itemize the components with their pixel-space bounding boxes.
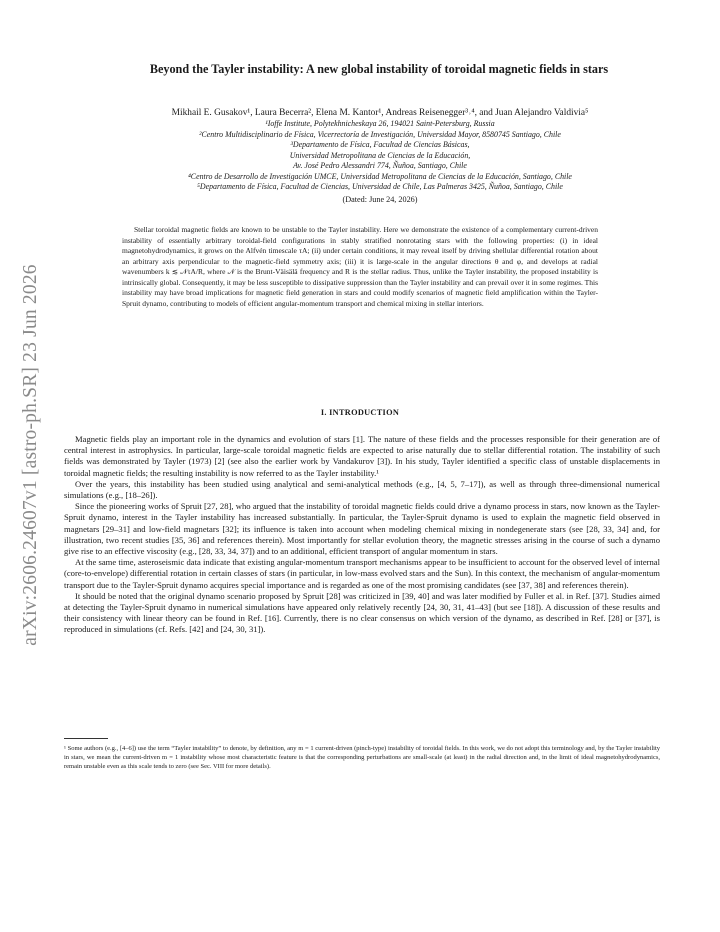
- section-heading: I. INTRODUCTION: [320, 408, 400, 417]
- body-paragraph: Over the years, this instability has been studied using analytical and semi-analytical methods (e.g., [4, 5, 7–17]), as well as through three-dimensional numerical simulations (e.g., [18–26]).: [64, 478, 660, 501]
- body-paragraph: At the same time, asteroseismic data indicate that existing angular-momentum transport mechanisms appear to be insufficient to account for the observed level of internal (core-to-envelope) differential rotation in certain classes of stars (in particular, in low-mass evolved stars and the Sun). In this context, the mechanism of angular-momentum transport due to the Tayler-Spruit dynamo acquires special importance and is regarded as one of the most promising candidates (see [37, 38] and references therein).: [64, 557, 660, 590]
- author-list: Mikhail E. Gusakov¹, Laura Becerra², Elena M. Kantor¹, Andreas Reisenegger³˒⁴, and Juan Alejandro Valdivia⁵: [171, 108, 589, 118]
- footnote-divider: [64, 738, 108, 739]
- affiliation: ⁵Departamento de Física, Facultad de Ciencias, Universidad de Chile, Las Palmeras 3425, Ñuñoa, Santiago, Chile: [197, 182, 563, 191]
- affiliation: ¹Ioffe Institute, Polytekhnicheskaya 26, 194021 Saint-Petersburg, Russia: [265, 119, 495, 128]
- affiliation: ⁴Centro de Desarrollo de Investigación UMCE, Universidad Metropolitana de Ciencias de la Educación, Santiago, Chile: [188, 171, 572, 181]
- body-paragraph: It should be noted that the original dynamo scenario proposed by Spruit [28] was criticized in [39, 40] and was later modified by Fuller et al. in Ref. [37]. Studies aimed at detecting the Tayler-Spruit dynamo in numerical simulations have appeared only relatively recently [24, 30, 31, 41–43] (but see [18]). A discussion of these results and their consistency with linear theory can be found in Ref. [16]. Currently, there is no clear consensus on which version of the dynamo, as described in Ref. [28] or [37], is reproduced in simulations (cf. Refs. [42] and [24, 30, 31]).: [64, 590, 660, 635]
- body-paragraph: Since the pioneering works of Spruit [27, 28], who argued that the instability of toroidal magnetic fields could drive a dynamo process in stars, now known as the Tayler-Spruit dynamo, interest in the Tayler instability has increased substantially. In particular, the Tayler-Spruit dynamo is used to explain the magnetic field observed in magnetars [29–31] and low-field magnetars [32]; its influence is taken into account when modeling chemical mixing in nondegenerate stars (see [28, 33, 34] and, for illustration, two recent studies [35, 36] and references therein). Most importantly for stellar evolution theory, the magnetic stresses arising in the course of such a dynamo give rise to an effective viscosity (e.g., [28, 33, 34, 37]) and to an additional, efficient transport of angular momentum in stars.: [64, 501, 660, 557]
- abstract-text: Stellar toroidal magnetic fields are known to be unstable to the Tayler instability. Here we demonstrate the existence of a complementary current-driven instability of essentially arbitrary toroidal-field configurations in stably stratified nonrotating stars with the following properties: (i) in ideal magnetohydrodynamics, it grows on the Alfvén timescale τA; (ii) under certain conditions, it may reveal itself by driving shellular differential rotation about an arbitrary axis perpendicular to the magnetic-field symmetry axis; (iii) it is large-scale in the angular directions θ and φ, and develops at radial wavenumbers k ≲ 𝒩τA/R, where 𝒩 is the Brunt-Väisälä frequency and R is the stellar radius. Thus, unlike the Tayler instability, the proposed instability is intrinsically global. Consequently, it may be less susceptible to dissipative suppression than the Tayler instability and can prevail over it in some regimes. This instability may have broad implications for magnetic field generation in stars and could modify scenarios of magnetic field amplification within the Tayler-Spruit dynamo, contributing to models of efficient angular-momentum transport and chemical mixing in stellar interiors.: [122, 225, 598, 308]
- paper-title: Beyond the Tayler instability: A new global instability of toroidal magnetic fields in stars: [149, 62, 609, 76]
- dated-line: (Dated: June 24, 2026): [342, 194, 418, 204]
- arxiv-identifier-text: arXiv:2606.24607v1 [astro-ph.SR] 23 Jun 2026: [20, 264, 41, 646]
- affiliation: Universidad Metropolitana de Ciencias de la Educación,: [289, 150, 471, 160]
- affiliation: ³Departamento de Física, Facultad de Ciencias Básicas,: [290, 140, 470, 149]
- footnote: ¹ Some authors (e.g., [4–6]) use the term “Tayler instability” to denote, by definition, any m = 1 current-driven (pinch-type) instability of toroidal fields. In this work, we do not adopt this terminology and, by the Tayler instability in stars, we mean the current-driven m = 1 instability whose most characteristic feature is that the corresponding perturbations are small-scale (at least) in the radial direction and, in the limit of ideal magnetohydrodynamics, remain unstable even as this scale tends to zero (see Sec. VIII for more details).: [64, 745, 660, 770]
- abstract: [122, 225, 598, 309]
- introduction-body: [64, 434, 660, 636]
- affiliation: Av. José Pedro Alessandri 774, Ñuñoa, Santiago, Chile: [293, 161, 467, 170]
- author-block: [70, 107, 690, 205]
- body-paragraph: Magnetic fields play an important role in the dynamics and evolution of stars [1]. The nature of these fields and the processes responsible for their generation are of central interest in astrophysics. In particular, large-scale toroidal magnetic fields are expected to arise naturally due to stellar differential rotation. The instability of such fields was demonstrated by Tayler (1973) [2] (see also the earlier work by Vandakurov [3]). In his study, Tayler identified a specific class of unstable displacements in toroidal magnetic fields; the resulting instability is now referred to as the Tayler instability.¹: [64, 434, 660, 478]
- affiliation: ²Centro Multidisciplinario de Física, Vicerrectoría de Investigación, Universidad Mayor, 8580745 Santiago, Chile: [199, 129, 561, 139]
- arxiv-identifier: [18, 235, 44, 675]
